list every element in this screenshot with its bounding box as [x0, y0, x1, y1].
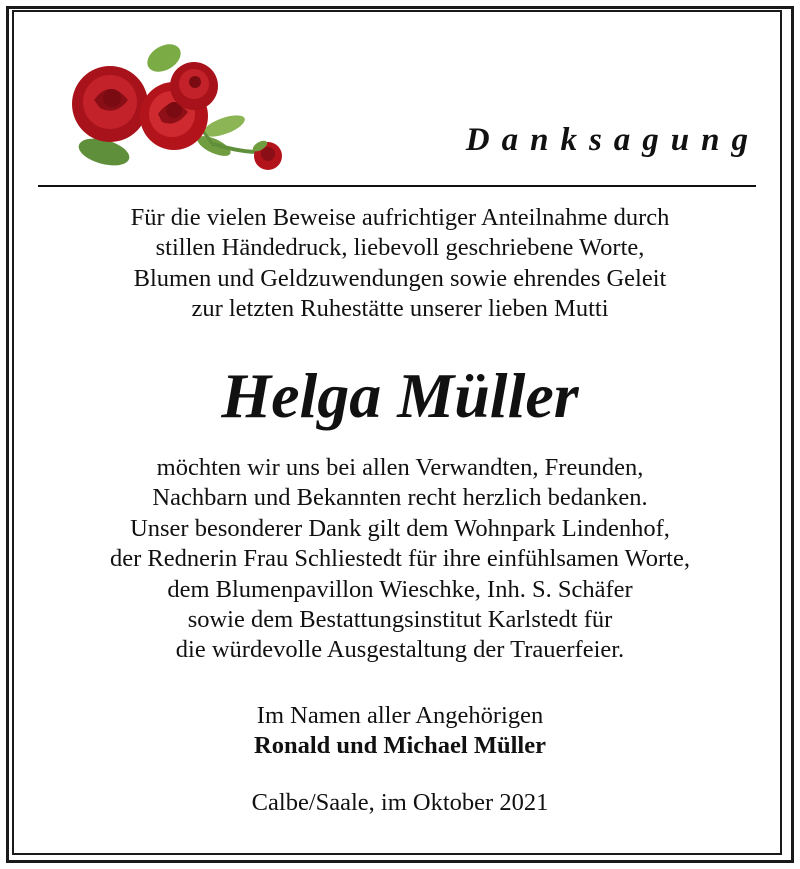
roses-icon — [64, 34, 294, 176]
notice-heading: Danksagung — [465, 122, 760, 158]
thanks-line: Nachbarn und Bekannten recht herzlich bedanken. — [152, 484, 648, 512]
intro-line: Blumen und Geldzuwendungen sowie ehrendes Geleit — [133, 264, 667, 292]
thanks-line: dem Blumenpavillon Wieschke, Inh. S. Schäfer — [167, 575, 633, 603]
signatory-names: Ronald und Michael Müller — [254, 732, 546, 760]
place-date: Calbe/Saale, im Oktober 2021 — [251, 789, 549, 816]
thanks-line: der Rednerin Frau Schliestedt für ihre einfühlsamen Worte, — [110, 545, 690, 573]
on-behalf-text: Im Namen aller Angehörigen — [256, 702, 544, 729]
intro-line: stillen Händedruck, liebevoll geschriebene Worte, — [155, 234, 645, 262]
intro-paragraph — [20, 203, 780, 325]
intro-line: Für die vielen Beweise aufrichtiger Anteilnahme durch — [130, 204, 670, 231]
deceased-name: Helga Müller — [221, 360, 579, 431]
divider-line — [38, 185, 756, 187]
thanks-paragraph — [20, 453, 780, 666]
thanks-line: möchten wir uns bei allen Verwandten, Freunden, — [156, 454, 644, 481]
thanks-line: Unser besonderer Dank gilt dem Wohnpark Lindenhof, — [130, 514, 670, 542]
thanks-line: sowie dem Bestattungsinstitut Karlstedt für — [187, 606, 613, 634]
signature-block — [20, 701, 780, 762]
intro-line: zur letzten Ruhestätte unserer lieben Mutti — [191, 295, 609, 323]
thanks-line: die würdevolle Ausgestaltung der Trauerfeier. — [175, 636, 625, 664]
